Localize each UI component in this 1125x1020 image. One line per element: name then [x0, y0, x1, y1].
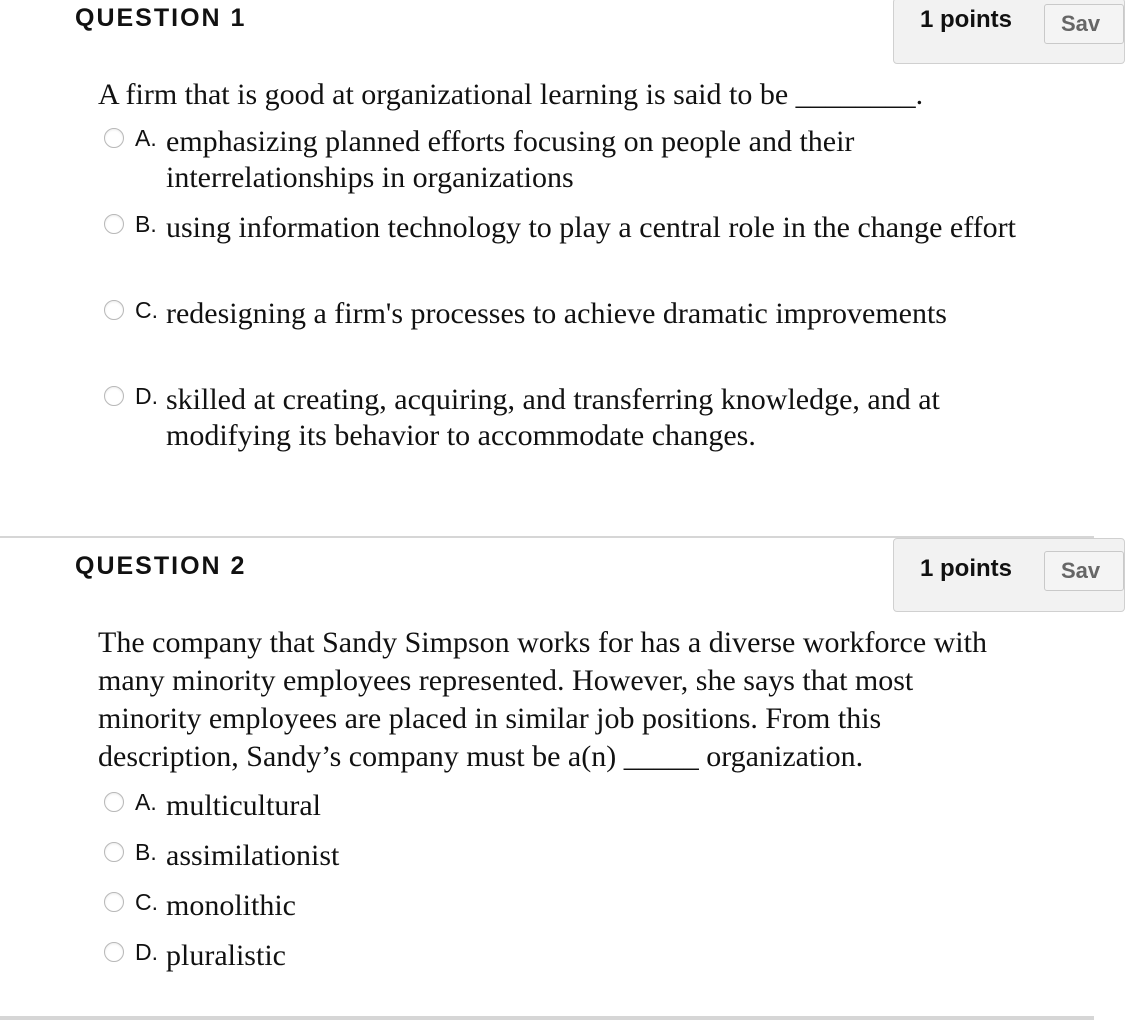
radio-button[interactable] [104, 214, 124, 234]
radio-button[interactable] [104, 128, 124, 148]
bottom-divider [0, 1016, 1094, 1020]
save-answer-button[interactable]: Sav [1044, 551, 1124, 591]
question-1-text: A firm that is good at organizational learning is said to be ________. [98, 78, 924, 111]
option-letter: B. [135, 211, 157, 237]
question-2-heading: QUESTION 2 [75, 552, 247, 580]
option-letter: C. [135, 297, 158, 323]
radio-button[interactable] [104, 792, 124, 812]
option-letter: D. [135, 383, 158, 409]
option-letter: C. [135, 889, 158, 915]
radio-button[interactable] [104, 386, 124, 406]
option-text: pluralistic [166, 939, 286, 972]
question-2 [0, 536, 1101, 1020]
option-text: emphasizing planned efforts focusing on people and their interrelationships in organizations [166, 125, 855, 194]
option-letter: B. [135, 839, 157, 865]
radio-button[interactable] [104, 942, 124, 962]
radio-button[interactable] [104, 842, 124, 862]
question-1-heading: QUESTION 1 [75, 4, 247, 32]
option-letter: A. [135, 789, 157, 815]
save-answer-button[interactable]: Sav [1044, 4, 1124, 44]
question-1-points: 1 points [920, 6, 1013, 33]
option-text: skilled at creating, acquiring, and transferring knowledge, and at modifying its behavior to accommodate changes. [166, 383, 940, 452]
option-text: monolithic [166, 889, 296, 922]
question-2-points: 1 points [920, 555, 1013, 582]
option-text: multicultural [166, 789, 321, 822]
option-text: assimilationist [166, 839, 340, 872]
radio-button[interactable] [104, 300, 124, 320]
question-2-text: The company that Sandy Simpson works for has a diverse workforce with many minority employees represented. However, she says that most minority employees are placed in similar job positions. From this description, Sandy’s company must be a(n) _____ organization. [98, 626, 987, 773]
option-text: redesigning a firm's processes to achieve dramatic improvements [166, 297, 947, 330]
option-letter: A. [135, 125, 157, 151]
radio-button[interactable] [104, 892, 124, 912]
option-letter: D. [135, 939, 158, 965]
option-text: using information technology to play a central role in the change effort [166, 211, 1017, 244]
